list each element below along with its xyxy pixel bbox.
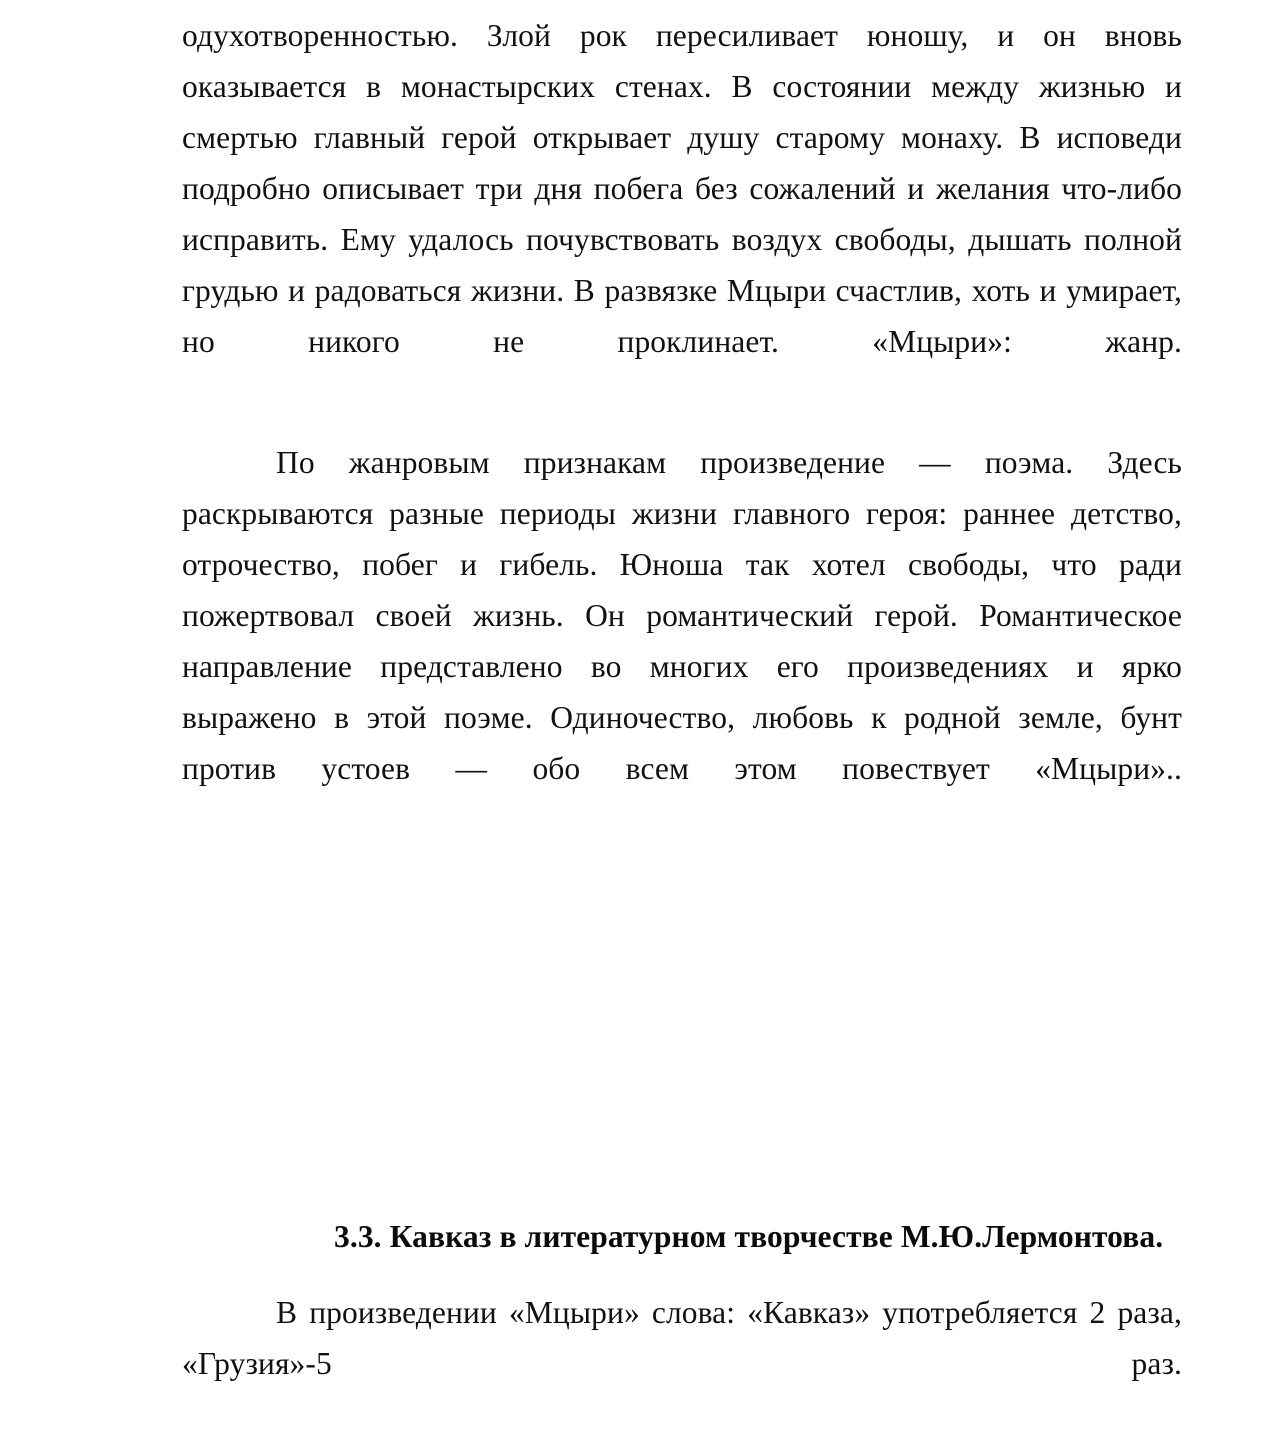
section-heading-3-3: 3.3. Кавказ в литературном творчестве М.Ю.Лермонтова. — [334, 1219, 1164, 1254]
text-column — [182, 0, 1182, 1440]
paragraph-continued-from-previous-page: одухотворенностью. Злой рок пересиливает юношу, и он вновь оказывается в монастырских стенах. В состоянии между жизнью и смертью главный герой открывает душу старому монаху. В исповеди подробно описывает три дня побега без сожалений и желания что-либо исправить. Ему удалось почувствовать воздух свободы, дышать полной грудью и радоваться жизни. В развязке Мцыри счастлив, хоть и умирает, но никого не проклинает. «Мцыри»: жанр. — [182, 18, 1182, 359]
paragraph-word-counts: В произведении «Мцыри» слова: «Кавказ» употребляется 2 раза, «Грузия»-5 раз. — [182, 1295, 1182, 1381]
paragraph-gap — [182, 418, 1182, 437]
blank-space-before-heading — [182, 845, 1182, 1214]
paragraph-genre-analysis: По жанровым признакам произведение — поэма. Здесь раскрываются разные периоды жизни главного героя: раннее детство, отрочество, побег и гибель. Юноша так хотел свободы, что ради пожертвовал своей жизнь. Он романтический герой. Романтическое направление представлено во многих его произведениях и ярко выражено в этой поэме. Одиночество, любовь к родной земле, бунт против устоев — обо всем этом повествует «Мцыри».. — [182, 445, 1182, 786]
heading-bottom-spacing — [182, 1260, 1182, 1287]
